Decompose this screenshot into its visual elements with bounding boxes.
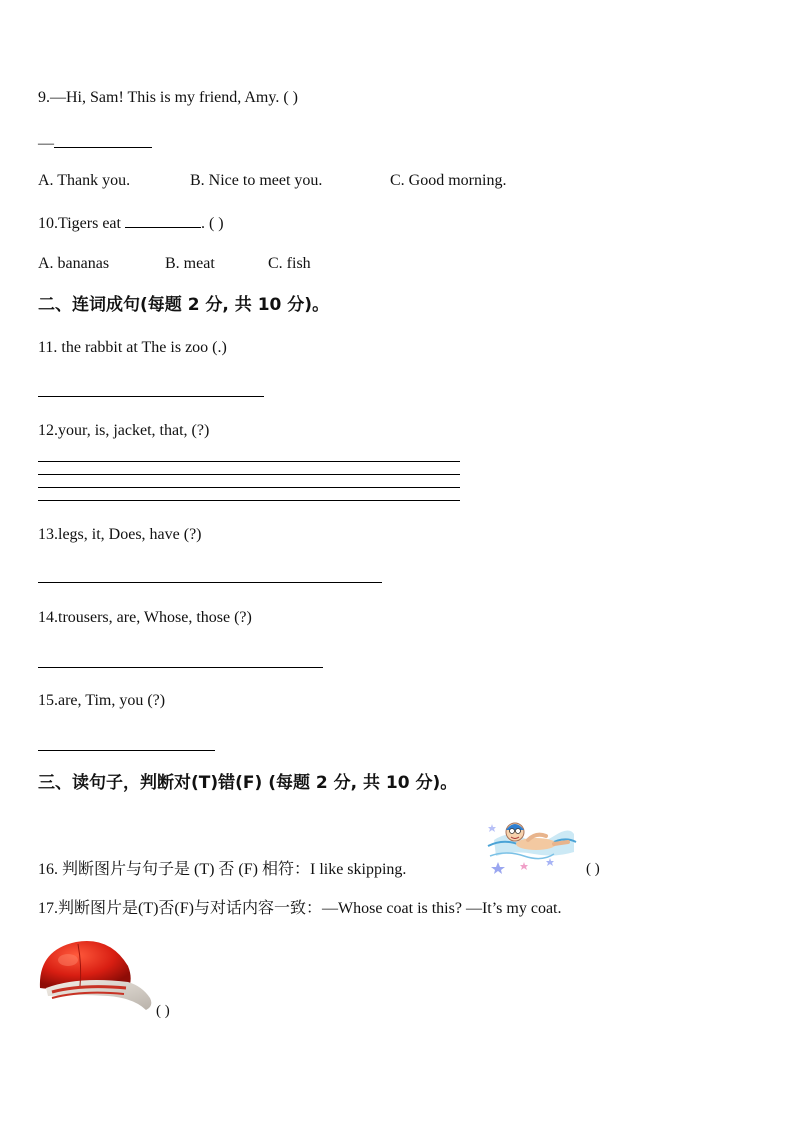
swimmer-icon — [484, 812, 578, 874]
q17-answer-paren[interactable]: ( ) — [156, 1003, 170, 1019]
q10-option-c[interactable]: C. fish — [268, 255, 311, 272]
section-2-title: 二、连词成句(每题 2 分, 共 10 分)。 — [38, 295, 330, 315]
q9-answer-blank[interactable] — [54, 131, 152, 148]
q10-option-b[interactable]: B. meat — [165, 255, 215, 272]
q12-answer-line-3[interactable] — [38, 487, 460, 488]
q10-prompt-start: 10.Tigers eat — [38, 215, 121, 232]
q9-answer-line — [38, 131, 152, 154]
q9-option-b[interactable]: B. Nice to meet you. — [190, 172, 323, 189]
q9-option-c[interactable]: C. Good morning. — [390, 172, 507, 189]
q16-text: 16. 判断图片与句子是 (T) 否 (F) 相符：I like skipping. — [38, 861, 407, 878]
q12-answer-line-2[interactable] — [38, 474, 460, 475]
q17-text: 17.判断图片是(T)否(F)与对话内容一致：—Whose coat is this? —It’s my coat. — [38, 900, 562, 917]
q9-option-a[interactable]: A. Thank you. — [38, 172, 131, 189]
q10-prompt-end: . ( ) — [200, 215, 224, 232]
q14-answer-line[interactable] — [38, 667, 323, 668]
q13-answer-line[interactable] — [38, 582, 382, 583]
q10-answer-blank[interactable] — [125, 213, 201, 228]
q12-answer-line-4[interactable] — [38, 500, 460, 501]
q11-answer-line[interactable] — [38, 396, 264, 397]
section-3-title: 三、读句子，判断对(T)错(F) (每题 2 分, 共 10 分)。 — [38, 773, 458, 793]
q14-words: 14.trousers, are, Whose, those (?) — [38, 609, 252, 626]
q9-options — [38, 171, 506, 191]
q10-option-a[interactable]: A. bananas — [38, 255, 110, 272]
red-cap-icon — [38, 936, 154, 1016]
q12-words: 12.your, is, jacket, that, (?) — [38, 422, 210, 439]
q10-prompt — [38, 213, 224, 234]
q9-prompt: 9.—Hi, Sam! This is my friend, Amy. ( ) — [38, 89, 298, 106]
q11-words: 11. the rabbit at The is zoo (.) — [38, 339, 227, 356]
q12-answer-line-1[interactable] — [38, 461, 460, 462]
q10-options — [38, 254, 311, 274]
q15-answer-line[interactable] — [38, 750, 215, 751]
q13-words: 13.legs, it, Does, have (?) — [38, 526, 202, 543]
q9-answer-dash: — — [38, 135, 54, 152]
q15-words: 15.are, Tim, you (?) — [38, 692, 166, 709]
q16-answer-paren[interactable]: ( ) — [586, 861, 600, 877]
